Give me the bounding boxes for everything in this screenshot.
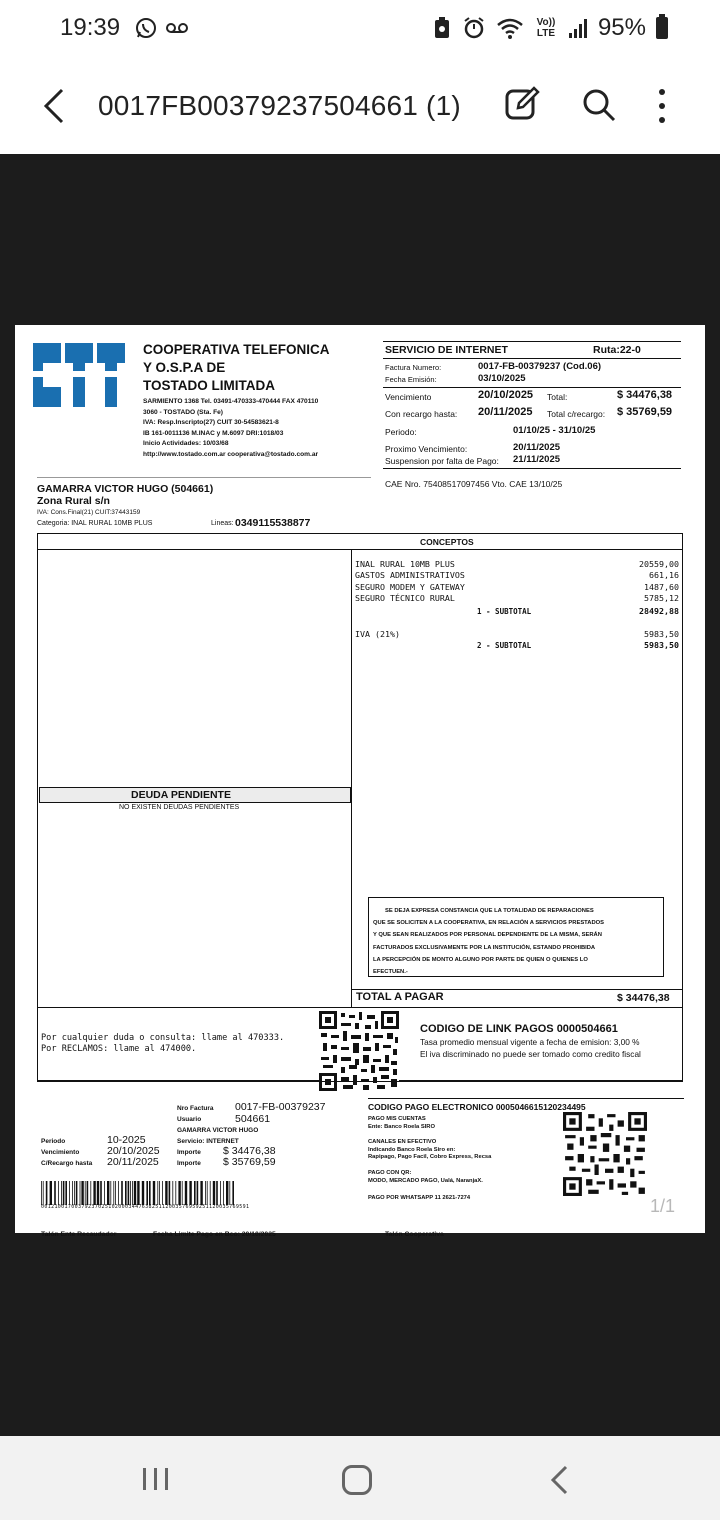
barcode-bar: [134, 1181, 136, 1205]
contact-line: Por RECLAMOS: llame al 474000.: [41, 1043, 197, 1054]
suspension-value: 21/11/2025: [513, 454, 561, 465]
navigation-bar: [0, 1436, 720, 1520]
total-recargo-amount: $ 35769,59: [617, 406, 673, 418]
tasa-text: Tasa promedio mensual vigente a fecha de emision: 3,00 %: [420, 1037, 640, 1047]
total-label: Total:: [547, 392, 568, 402]
barcode-bar: [232, 1181, 234, 1205]
battery-percent: 95%: [597, 14, 646, 41]
barcode-bar: [128, 1181, 130, 1205]
suspension-label: Suspension por falta de Pago:: [385, 456, 499, 466]
qr-code-link-pagos: [319, 1011, 399, 1091]
barcode-bar: [69, 1181, 70, 1205]
pago-qr-apps: MODO, MERCADO PAGO, Ualá, NaranjaX.: [368, 1177, 483, 1184]
barcode-bar: [213, 1181, 215, 1205]
iva-line-label: IVA (21%): [355, 629, 400, 639]
iva-note: El iva discriminado no puede ser tomado como credito fiscal: [420, 1049, 641, 1059]
vencimiento-label: Vencimiento: [385, 392, 432, 402]
barcode-bar: [58, 1181, 59, 1205]
recargo-label: Con recargo hasta:: [385, 409, 458, 419]
barcode-number: 00121001700379237025102000344763825112003576959251120035769591: [41, 1204, 250, 1210]
barcode-bar: [146, 1181, 148, 1205]
search-icon[interactable]: [580, 86, 618, 124]
barcode-bar: [81, 1181, 83, 1205]
talon-nro-factura-label: Nro Factura: [177, 1105, 214, 1112]
barcode-bar: [182, 1181, 183, 1205]
pdf-page[interactable]: [15, 325, 705, 1238]
barcode-bar: [165, 1181, 167, 1205]
total-amount: $ 34476,38: [617, 389, 673, 401]
barcode-bar: [110, 1181, 111, 1205]
page-indicator: 1/1: [649, 1196, 675, 1216]
canales-block: [368, 1139, 491, 1162]
iva-line-value: 5983,50: [644, 629, 679, 639]
barcode-bar: [175, 1181, 176, 1205]
barcode-bar: [172, 1181, 173, 1205]
talon-cliente: GAMARRA VICTOR HUGO: [177, 1127, 259, 1134]
pdf-viewer[interactable]: [0, 154, 720, 1436]
deuda-text: NO EXISTEN DEUDAS PENDIENTES: [119, 804, 240, 811]
barcode-bar: [197, 1181, 199, 1205]
barcode-bar: [185, 1181, 187, 1205]
issuer-info: [143, 397, 318, 461]
more-options-icon[interactable]: [650, 86, 674, 126]
barcode-bar: [50, 1181, 52, 1205]
issuer-web: http://www.tostado.com.ar cooperativa@tostado.com.ar: [143, 450, 319, 458]
barcode-bar: [43, 1181, 44, 1205]
barcode-bar: [97, 1181, 99, 1205]
issuer-city: 3060 - TOSTADO (Sta. Fe): [143, 408, 223, 416]
subtotal1-value: 28492,88: [639, 606, 679, 616]
barcode-bar: [153, 1181, 155, 1205]
ruta: Ruta:22-0: [593, 344, 641, 356]
subtotal1-label: 1 - SUBTOTAL: [477, 607, 532, 616]
issuer-name-line1: COOPERATIVA TELEFONICA: [143, 342, 330, 357]
talon-vencimiento: 20/10/2025: [107, 1145, 160, 1157]
barcode-bar: [207, 1181, 208, 1205]
conceptos-labels: [355, 559, 465, 605]
periodo-value: 01/10/25 - 31/10/25: [513, 425, 596, 436]
canales-indicando: Indicando Banco Roela Siro en:: [368, 1146, 456, 1153]
edit-icon[interactable]: [504, 86, 540, 122]
link-pagos-title: CODIGO DE LINK PAGOS 0000504661: [420, 1023, 618, 1035]
concepto-value: 1487,60: [644, 581, 679, 592]
factura-number: 0017-FB-00379237 (Cod.06): [478, 361, 602, 372]
notice-line: QUE SE SOLICITEN A LA COOPERATIVA, EN RELACIÓN A SERVICIOS PRESTADOS: [373, 920, 605, 927]
barcode-bar: [80, 1181, 81, 1205]
barcode-bar: [107, 1181, 109, 1205]
codigo-pago: CODIGO PAGO ELECTRONICO 0005046615120234495: [368, 1102, 586, 1112]
barcode-bar: [125, 1181, 127, 1205]
barcode-bar: [74, 1181, 75, 1205]
talon-importe2-label: Importe: [177, 1160, 201, 1167]
status-time: 19:39: [60, 14, 121, 41]
notice-line: Y QUE SEAN REALIZADOS POR PERSONAL DEPENDIENTE DE LA MISMA, SERÁN: [373, 932, 602, 939]
signal-icon: [568, 17, 588, 39]
talon-recargo-label: C/Recargo hasta: [41, 1160, 93, 1167]
notice-line: EFECTUEN.-: [373, 969, 408, 976]
lineas-label: Lineas:: [211, 520, 234, 527]
issuer-inicio: Inicio Actividades: 10/03/68: [143, 440, 229, 448]
concepto-value: 661,16: [649, 570, 679, 581]
concepto-value: 5785,12: [644, 593, 679, 604]
issuer-name-line3: TOSTADO LIMITADA: [143, 378, 275, 393]
barcode-bar: [100, 1181, 102, 1205]
canales-rapipago: Rapipago, Pago Facil, Cobro Express, Recsa: [368, 1154, 492, 1160]
barcode-bar: [72, 1181, 73, 1205]
voicemail-icon: [164, 16, 190, 40]
total-recargo-label: Total c/recargo:: [547, 409, 606, 419]
talon-vencimiento-label: Vencimiento: [41, 1149, 80, 1156]
talon-periodo: 10-2025: [107, 1134, 146, 1146]
data-saver-icon: [432, 16, 452, 40]
barcode-bar: [194, 1181, 196, 1205]
wifi-icon: [496, 16, 524, 40]
barcode-bar: [157, 1181, 158, 1205]
contact-line: Por cualquier duda o consulta: llame al 470333.: [41, 1033, 285, 1043]
subtotal2-label: 2 - SUBTOTAL: [477, 641, 532, 650]
barcode-bar: [216, 1181, 218, 1205]
home-icon[interactable]: [342, 1465, 372, 1495]
status-right-icons: [432, 14, 668, 42]
barcode-bar: [113, 1181, 114, 1205]
barcode-bar: [149, 1181, 151, 1205]
customer-categoria: Categoria: INAL RURAL 10MB PLUS: [37, 520, 153, 527]
barcode-bar: [54, 1181, 56, 1205]
emision-date: 03/10/2025: [478, 373, 526, 384]
barcode-bar: [93, 1181, 95, 1205]
contact-info: [41, 1033, 284, 1054]
periodo-label: Periodo:: [385, 427, 417, 437]
battery-icon: [656, 17, 668, 39]
document-title: 0017FB00379237504661 (1): [98, 90, 461, 121]
talon-importe: $ 34476,38: [223, 1145, 276, 1157]
conceptos-values: [595, 559, 679, 605]
alarm-icon: [462, 16, 486, 40]
barcode-bar: [137, 1181, 139, 1205]
barcode-bar: [87, 1181, 89, 1205]
subtotal2-value: 5983,50: [644, 640, 679, 650]
whatsapp-pago: PAGO POR WHATSAPP 11 2621-7274: [368, 1195, 471, 1201]
pago-qr-block: [368, 1170, 483, 1185]
vencimiento-date: 20/10/2025: [478, 389, 534, 401]
lineas-value: 0349115538877: [235, 517, 311, 529]
talon-recargo: 20/11/2025: [107, 1156, 159, 1168]
talon-servicio: Servicio: INTERNET: [177, 1138, 239, 1145]
barcode-bar: [65, 1181, 67, 1205]
app-bar: [0, 58, 720, 154]
recent-apps-icon[interactable]: [140, 1466, 172, 1492]
total-pagar-label: TOTAL A PAGAR: [356, 991, 444, 1003]
issuer-name-line2: Y O.S.P.A DE: [143, 360, 226, 375]
cae-info: CAE Nro. 75408517097456 Vto. CAE 13/10/25: [385, 479, 563, 489]
ente-banco: Ente: Banco Roela SIRO: [368, 1123, 435, 1130]
barcode-bar: [200, 1181, 202, 1205]
barcode-bar: [76, 1181, 78, 1205]
barcode-bar: [189, 1181, 191, 1205]
concepto-label: SEGURO TÉCNICO RURAL: [355, 593, 455, 604]
lte-label: Vo)) LTE: [536, 17, 556, 39]
issuer-name: [143, 341, 330, 395]
barcode-bar: [85, 1181, 86, 1205]
barcode-bar: [159, 1181, 160, 1205]
fecha-limite: Fecha Limite Pago en Bco: 20/10/2025: [153, 1231, 276, 1238]
talon-usuario: 504661: [235, 1113, 271, 1125]
barcode-bar: [169, 1181, 171, 1205]
qr-code-pago: [563, 1112, 647, 1196]
notice-line: LA PERCEPCIÓN DE MONTO ALGUNO POR PARTE DE QUIEN O QUIENES LO: [373, 956, 588, 963]
concepto-value: 20559,00: [639, 559, 679, 569]
payment-barcode: [41, 1181, 359, 1205]
customer-iva: IVA: Cons.Final(21) CUIT:37443159: [37, 509, 141, 516]
pago-mis-cuentas: PAGO MIS CUENTAS: [368, 1116, 426, 1122]
issuer-address: SARMIENTO 1368 Tel. 03491-470333-470444 FAX 470110: [143, 398, 319, 405]
barcode-bar: [41, 1181, 42, 1205]
barcode-bar: [229, 1181, 230, 1205]
barcode-bar: [130, 1181, 131, 1205]
barcode-bar: [115, 1181, 116, 1205]
talon-periodo-label: Periodo: [41, 1138, 66, 1145]
concepto-label: SEGURO MODEM Y GATEWAY: [355, 581, 465, 592]
factura-label: Factura Numero:: [385, 363, 442, 372]
whatsapp-icon: [134, 16, 158, 40]
talon-nro-factura: 0017-FB-00379237: [235, 1101, 326, 1113]
deuda-title: DEUDA PENDIENTE: [131, 789, 231, 801]
talon-importe2: $ 35769,59: [223, 1156, 276, 1168]
barcode-bar: [162, 1181, 163, 1205]
barcode-bar: [118, 1181, 119, 1205]
proximo-label: Proximo Vencimiento:: [385, 444, 468, 454]
conceptos-title: CONCEPTOS: [420, 537, 474, 547]
barcode-bar: [142, 1181, 144, 1205]
total-pagar-value: $ 34476,38: [617, 992, 670, 1004]
talon-importe-label: Importe: [177, 1149, 201, 1156]
barcode-bar: [226, 1181, 228, 1205]
barcode-bar: [104, 1181, 105, 1205]
issuer-ib: IB 161-0011136 M.INAC y M.6097 DRI:1018/03: [143, 429, 284, 437]
canales-title: CANALES EN EFECTIVO: [368, 1139, 437, 1145]
barcode-bar: [46, 1181, 48, 1205]
notice-line: FACTURADOS EXCLUSIVAMENTE POR LA INSTITUCIÓN, ESTANDO PROHIBIDA: [373, 944, 596, 951]
back-arrow-icon[interactable]: [36, 84, 76, 128]
nav-back-icon[interactable]: [548, 1464, 572, 1496]
emision-label: Fecha Emisión:: [385, 375, 437, 384]
barcode-bar: [90, 1181, 91, 1205]
customer-address: Zona Rural s/n: [37, 495, 110, 507]
barcode-bar: [63, 1181, 65, 1205]
pago-qr-title: PAGO CON QR:: [368, 1170, 412, 1176]
barcode-bar: [205, 1181, 206, 1205]
talon-ente-label: Talón Ente Recaudador: [41, 1231, 117, 1238]
talon-coop-label: Talón Cooperativa: [385, 1231, 444, 1238]
notice-text: [373, 905, 604, 978]
customer-name: GAMARRA VICTOR HUGO (504661): [37, 483, 214, 495]
ctt-logo: [31, 343, 127, 407]
barcode-bar: [223, 1181, 224, 1205]
talon-usuario-label: Usuario: [177, 1116, 202, 1123]
barcode-bar: [132, 1181, 133, 1205]
barcode-bar: [121, 1181, 123, 1205]
concepto-label: GASTOS ADMINISTRATIVOS: [355, 570, 465, 581]
recargo-date: 20/11/2025: [478, 406, 533, 418]
barcode-bar: [220, 1181, 221, 1205]
notice-line: SE DEJA EXPRESA CONSTANCIA QUE LA TOTALIDAD DE REPARACIONES: [385, 908, 594, 914]
concepto-label: INAL RURAL 10MB PLUS: [355, 559, 455, 569]
status-left-icons: [134, 16, 190, 40]
proximo-value: 20/11/2025: [513, 442, 561, 453]
status-bar: [0, 0, 720, 58]
barcode-bar: [178, 1181, 180, 1205]
issuer-iva: IVA: Resp.Inscripto(27) CUIT 30-54583621-8: [143, 419, 279, 427]
barcode-bar: [61, 1181, 62, 1205]
pago-mis-cuentas-block: [368, 1116, 435, 1131]
barcode-bar: [210, 1181, 211, 1205]
service-title: SERVICIO DE INTERNET: [385, 344, 508, 356]
